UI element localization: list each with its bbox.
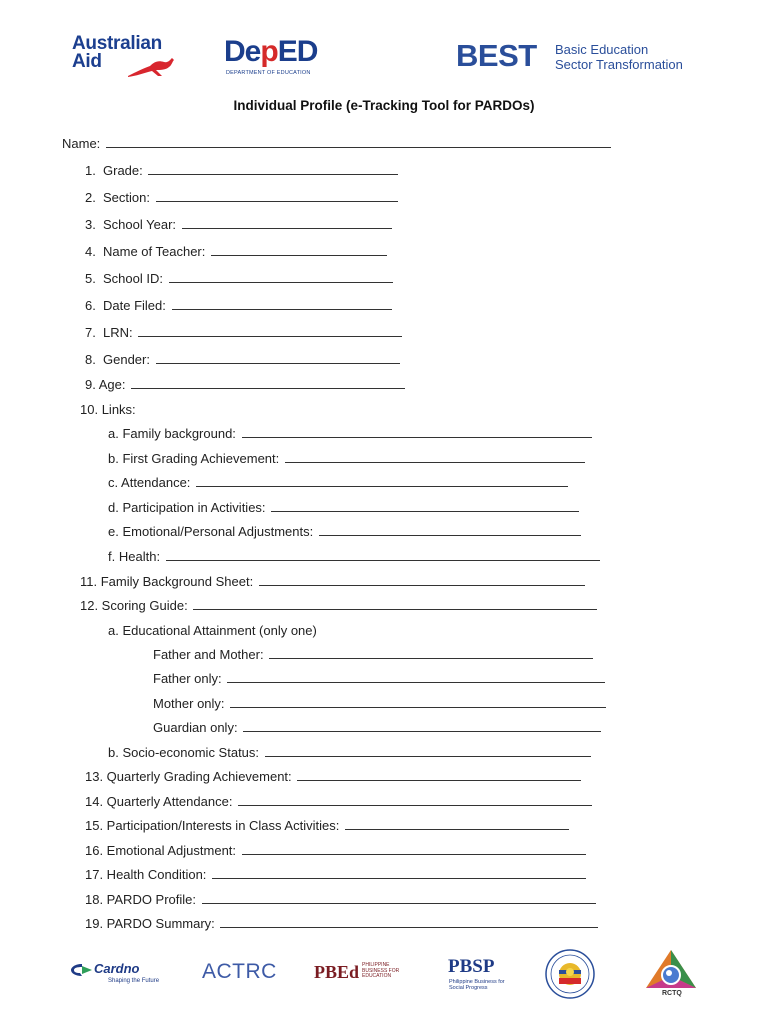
- form-item-age: 9. Age:: [85, 377, 405, 393]
- scoring-guardian-only: Guardian only:: [153, 720, 601, 736]
- best-logo: [456, 40, 716, 76]
- cardno-tagline: Shaping the Future: [108, 978, 160, 984]
- pbed-tagline: PHILIPPINE BUSINESS FOR EDUCATION: [362, 962, 400, 980]
- form-item-grade: 1. Grade:: [85, 163, 398, 179]
- name-line[interactable]: [106, 136, 611, 148]
- links-participation: d. Participation in Activities:: [108, 500, 579, 516]
- form-item-date-filed: 6. Date Filed:: [85, 298, 392, 314]
- cardno-text: Cardno: [94, 961, 140, 976]
- kangaroo-icon: [126, 56, 178, 78]
- age-line[interactable]: [131, 377, 405, 389]
- form-item-school-id: 5. School ID:: [85, 271, 393, 287]
- grade-line[interactable]: [148, 163, 398, 175]
- scoring-father-only: Father only:: [153, 671, 605, 687]
- deped-logo: [224, 36, 324, 82]
- school-id-line[interactable]: [169, 271, 393, 283]
- best-tagline-line1: Basic Education: [555, 42, 649, 57]
- scoring-mother-only: Mother only:: [153, 696, 606, 712]
- pbsp-logo: PBSP: [448, 956, 495, 977]
- scoring-socio-economic: b. Socio-economic Status:: [108, 745, 591, 761]
- actrc-logo: ACTRC: [202, 960, 277, 983]
- best-tagline-line2: Sector Transformation: [555, 57, 683, 72]
- form-item-family-background-sheet: 11. Family Background Sheet:: [80, 574, 585, 590]
- form-item-teacher: 4. Name of Teacher:: [85, 244, 387, 260]
- best-logo-text: BEST: [456, 38, 537, 73]
- teacher-line[interactable]: [211, 244, 387, 256]
- lrn-line[interactable]: [138, 325, 402, 337]
- name-label: Name:: [62, 136, 101, 151]
- form-item-lrn: 7. LRN:: [85, 325, 402, 341]
- rctq-emblem: [644, 948, 698, 990]
- section-line[interactable]: [156, 190, 398, 202]
- form-item-school-year: 3. School Year:: [85, 217, 392, 233]
- form-item-pardo-profile: 18. PARDO Profile:: [85, 892, 596, 908]
- scoring-father-and-mother: Father and Mother:: [153, 647, 593, 663]
- cardno-swoosh-icon: [70, 962, 94, 978]
- form-item-quarterly-grading: 13. Quarterly Grading Achievement:: [85, 769, 581, 785]
- gender-line[interactable]: [156, 352, 400, 364]
- name-field: [62, 136, 611, 152]
- deped-logo-text: DepED: [224, 35, 318, 68]
- australian-aid-logo: [72, 34, 192, 82]
- links-first-grading: b. First Grading Achievement:: [108, 451, 585, 467]
- australian-aid-line2: Aid: [72, 51, 102, 72]
- form-item-links: 10. Links:: [80, 402, 136, 417]
- form-item-scoring-guide: 12. Scoring Guide:: [80, 598, 597, 614]
- links-attendance: c. Attendance:: [108, 475, 568, 491]
- form-item-participation-interests: 15. Participation/Interests in Class Activities:: [85, 818, 569, 834]
- form-item-gender: 8. Gender:: [85, 352, 400, 368]
- australian-aid-line1: Australian: [72, 33, 162, 54]
- school-year-line[interactable]: [182, 217, 392, 229]
- rctq-logo-text: RCTQ: [662, 990, 682, 997]
- links-emotional: e. Emotional/Personal Adjustments:: [108, 524, 581, 540]
- deped-subtitle: DEPARTMENT OF EDUCATION: [226, 70, 311, 76]
- document-title: Individual Profile (e-Tracking Tool for PARDOs): [233, 98, 535, 113]
- scoring-educational-attainment: a. Educational Attainment (only one): [108, 623, 317, 638]
- pbsp-tagline: Philippine Business for Social Progress: [449, 979, 505, 991]
- form-item-health-condition: 17. Health Condition:: [85, 867, 586, 883]
- form-item-section: 2. Section:: [85, 190, 398, 206]
- links-family-background: a. Family background:: [108, 426, 592, 442]
- pbed-logo: PBEd: [314, 962, 360, 982]
- links-health: f. Health:: [108, 549, 600, 565]
- form-item-emotional-adjustment: 16. Emotional Adjustment:: [85, 843, 586, 859]
- seal-emblem: [542, 948, 598, 1000]
- form-item-pardo-summary: 19. PARDO Summary:: [85, 916, 598, 932]
- form-item-quarterly-attendance: 14. Quarterly Attendance:: [85, 794, 592, 810]
- date-filed-line[interactable]: [172, 298, 392, 310]
